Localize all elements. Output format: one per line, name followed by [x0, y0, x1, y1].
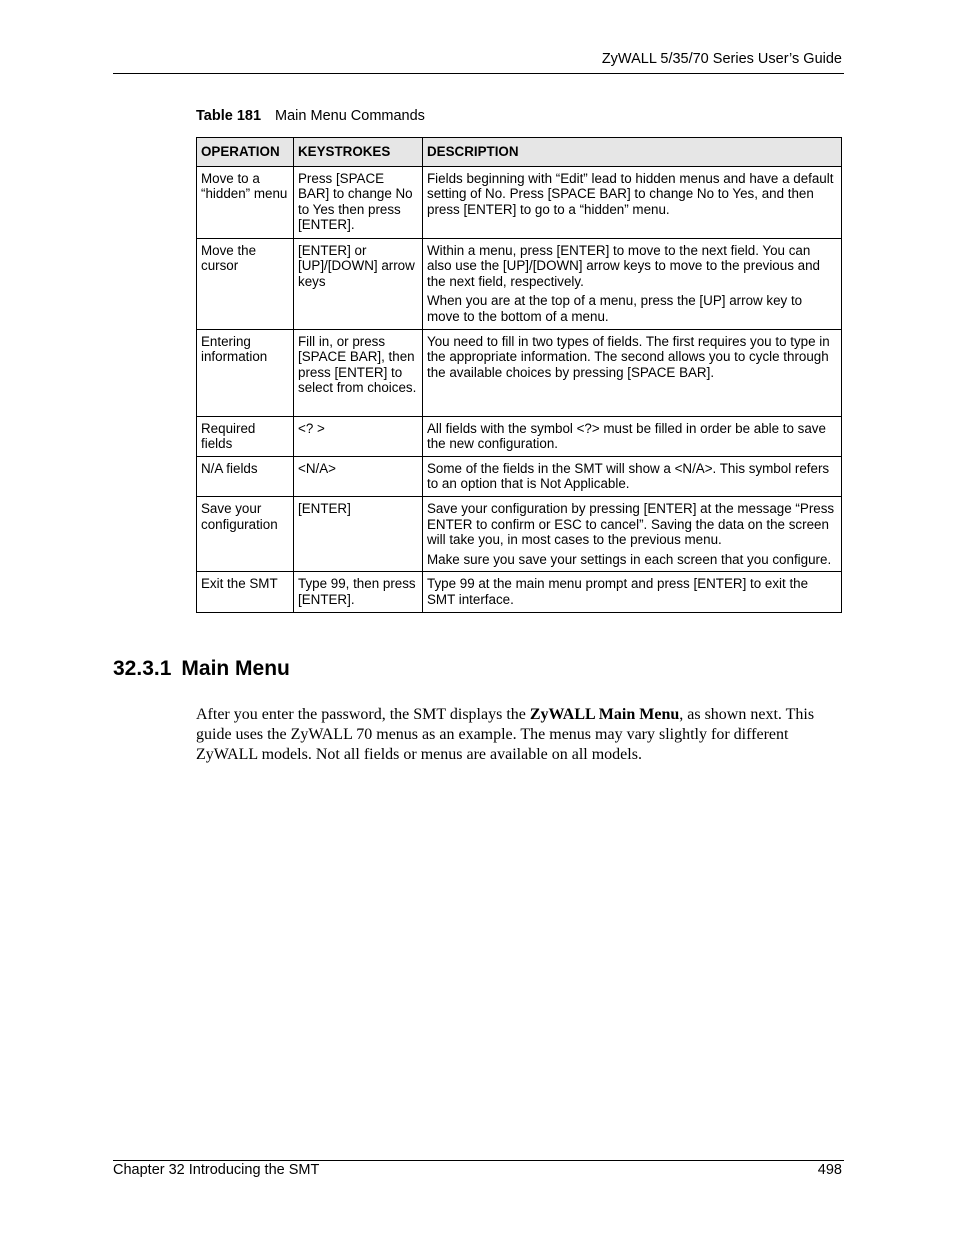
header-divider	[113, 73, 844, 74]
footer-page-number: 498	[817, 1162, 842, 1178]
description-text: Fields beginning with “Edit” lead to hidden menus and have a default setting of No. Press [SPACE BAR] to change No to Yes, and then press [ENTER] to go to a “hidden” menu.	[427, 170, 834, 217]
section-heading	[113, 657, 290, 681]
table-row	[197, 572, 842, 612]
keystrokes-cell: Type 99, then press [ENTER].	[294, 572, 423, 612]
table-header-row	[197, 138, 842, 167]
column-header-keystrokes: KEYSTROKES	[294, 138, 423, 167]
page-header-title: ZyWALL 5/35/70 Series User’s Guide	[601, 51, 842, 67]
section-number: 32.3.1	[113, 657, 172, 680]
footer-chapter: Chapter 32 Introducing the SMT	[113, 1162, 320, 1178]
table-caption	[196, 108, 425, 124]
column-header-description: DESCRIPTION	[423, 138, 842, 167]
description-text: Within a menu, press [ENTER] to move to the next field. You can also use the [UP]/[DOWN] arrow keys to move to the previous and the next field, respectively.	[427, 242, 820, 289]
description-text: Make sure you save your settings in each screen that you configure.	[427, 551, 832, 567]
operation-cell: Move to a “hidden” menu	[197, 166, 294, 238]
table-row	[197, 166, 842, 238]
keystrokes-cell: [ENTER]	[294, 496, 423, 571]
table-row	[197, 238, 842, 329]
paragraph-bold-term: ZyWALL Main Menu	[529, 706, 680, 723]
description-cell	[423, 456, 842, 496]
description-cell	[423, 166, 842, 238]
footer-divider	[113, 1160, 844, 1161]
description-text: When you are at the top of a menu, press the [UP] arrow key to move to the bottom of a menu.	[427, 293, 803, 324]
keystrokes-cell: <N/A>	[294, 456, 423, 496]
description-text: Some of the fields in the SMT will show a <N/A>. This symbol refers to an option that is Not Applicable.	[427, 460, 830, 492]
column-header-operation: OPERATION	[197, 138, 294, 167]
description-cell	[423, 416, 842, 456]
body-paragraph	[196, 705, 846, 765]
description-cell	[423, 572, 842, 612]
operation-cell: Move the cursor	[197, 238, 294, 329]
table-row	[197, 496, 842, 571]
operation-cell: N/A fields	[197, 456, 294, 496]
table-row	[197, 416, 842, 456]
operation-cell: Entering information	[197, 329, 294, 416]
description-cell	[423, 496, 842, 571]
description-text: All fields with the symbol <?> must be filled in order be able to save the new configuration.	[427, 420, 826, 452]
keystrokes-cell: Press [SPACE BAR] to change No to Yes then press [ENTER].	[294, 166, 423, 238]
table-row	[197, 329, 842, 416]
description-cell	[423, 329, 842, 416]
paragraph-text-before: After you enter the password, the SMT displays the	[196, 706, 530, 723]
operation-cell: Required fields	[197, 416, 294, 456]
description-cell	[423, 238, 842, 329]
section-title: Main Menu	[181, 657, 290, 680]
table-caption-number: Table 181	[196, 108, 262, 124]
keystrokes-cell: [ENTER] or [UP]/[DOWN] arrow keys	[294, 238, 423, 329]
operation-cell: Exit the SMT	[197, 572, 294, 612]
keystrokes-cell: Fill in, or press [SPACE BAR], then press [ENTER] to select from choices.	[294, 329, 423, 416]
description-text: Save your configuration by pressing [ENTER] at the message “Press ENTER to confirm or ESC to cancel”. Saving the data on the screen will take you, in most cases to the previous menu.	[427, 500, 835, 548]
keystrokes-cell: <? >	[294, 416, 423, 456]
operation-cell: Save your configuration	[197, 496, 294, 571]
table-caption-title: Main Menu Commands	[275, 108, 425, 124]
main-menu-commands-table	[196, 137, 842, 613]
description-text: Type 99 at the main menu prompt and press [ENTER] to exit the SMT interface.	[427, 576, 809, 607]
description-text: You need to fill in two types of fields. The first requires you to type in the appropriate information. The second allows you to cycle through the available choices by pressing [SPACE BAR].	[427, 333, 830, 380]
paragraph-text-after: , as shown next. This guide uses the ZyWALL 70 menus as an example. The menus may vary slightly for different ZyWALL models. Not all fields or menus are available on all models.	[196, 706, 815, 763]
table-row	[197, 456, 842, 496]
